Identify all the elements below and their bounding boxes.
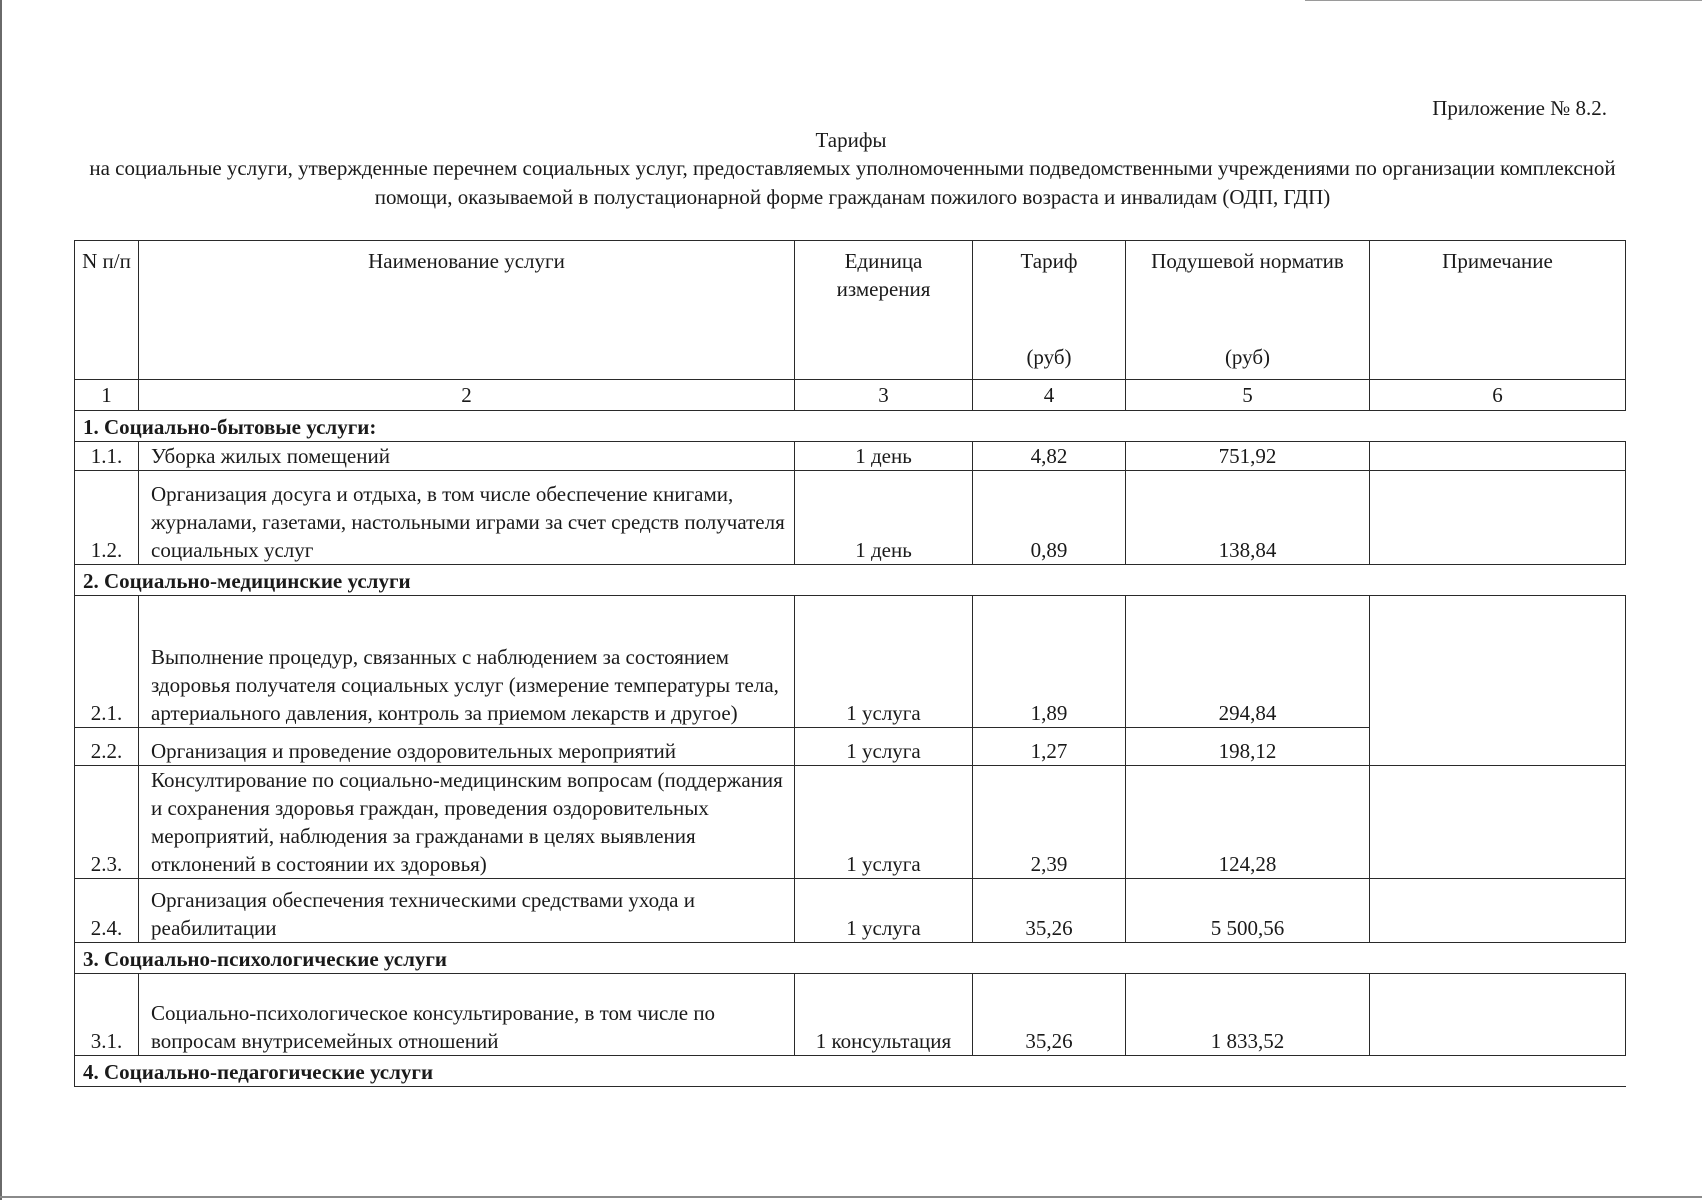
row-tariff: 2,39 — [973, 766, 1126, 879]
row-tariff: 1,27 — [973, 728, 1126, 766]
row-service-name: Организация обеспечения техническими средствами ухода и реабилитации — [139, 879, 795, 943]
row-note — [1370, 766, 1626, 879]
row-note — [1370, 442, 1626, 471]
document-subtitle: на социальные услуги, утвержденные перечнем социальных услуг, предоставляемых уполномоченными подведомственными учреждениями по организации комплексной помощи, оказываемой в полустационарной форме гражданам пожилого возраста и инвалидам (ОДП, ГДП) — [89, 156, 1616, 209]
column-number: 5 — [1126, 380, 1370, 411]
header-unit — [795, 241, 973, 380]
row-unit: 1 консультация — [795, 974, 973, 1056]
row-norm: 751,92 — [1126, 442, 1370, 471]
row-note — [1370, 974, 1626, 1056]
row-norm: 5 500,56 — [1126, 879, 1370, 943]
row-note — [1370, 596, 1626, 766]
row-service-name: Социально-психологическое консультирование, в том числе по вопросам внутрисемейных отношений — [139, 974, 795, 1056]
row-norm: 138,84 — [1126, 471, 1370, 565]
header-name — [139, 241, 795, 380]
row-number: 2.3. — [75, 766, 139, 879]
section-heading — [75, 943, 1626, 974]
header-note — [1370, 241, 1626, 380]
row-tariff: 35,26 — [973, 879, 1126, 943]
row-service-name: Выполнение процедур, связанных с наблюдением за состоянием здоровья получателя социальных услуг (измерение температуры тела, артериального давления, контроль за приемом лекарств и другое) — [139, 596, 795, 728]
row-tariff: 4,82 — [973, 442, 1126, 471]
row-number: 2.2. — [75, 728, 139, 766]
row-unit: 1 услуга — [795, 596, 973, 728]
row-service-name: Организация и проведение оздоровительных мероприятий — [139, 728, 795, 766]
column-number: 2 — [139, 380, 795, 411]
header-tariff-unit: (руб) — [1026, 345, 1072, 369]
section-title: 2. Социально-медицинские услуги — [75, 565, 1626, 596]
header-norm-label: Подушевой норматив — [1151, 249, 1344, 273]
scan-edge-bottom — [0, 1196, 1702, 1198]
row-service-name: Уборка жилых помещений — [139, 442, 795, 471]
row-tariff: 35,26 — [973, 974, 1126, 1056]
table-row — [75, 596, 1626, 728]
row-unit: 1 день — [795, 471, 973, 565]
table-row — [75, 442, 1626, 471]
row-unit: 1 услуга — [795, 728, 973, 766]
row-tariff: 1,89 — [973, 596, 1126, 728]
column-number: 4 — [973, 380, 1126, 411]
section-heading — [75, 565, 1626, 596]
row-norm: 1 833,52 — [1126, 974, 1370, 1056]
document-title: Тарифы — [815, 128, 887, 152]
row-number: 3.1. — [75, 974, 139, 1056]
row-unit: 1 услуга — [795, 766, 973, 879]
row-number: 2.4. — [75, 879, 139, 943]
table-header-row — [75, 241, 1626, 380]
scan-edge-left — [0, 0, 2, 1200]
table-row — [75, 974, 1626, 1056]
row-number: 1.2. — [75, 471, 139, 565]
header-num — [75, 241, 139, 380]
header-name-label: Наименование услуги — [368, 249, 565, 273]
section-title: 1. Социально-бытовые услуги: — [75, 411, 1626, 442]
row-note — [1370, 471, 1626, 565]
header-num-label: N п/п — [82, 249, 131, 273]
row-note — [1370, 879, 1626, 943]
table-row — [75, 471, 1626, 565]
row-service-name: Организация досуга и отдыха, в том числе обеспечение книгами, журналами, газетами, настольными играми за счет средств получателя социальных услуг — [139, 471, 795, 565]
row-number: 2.1. — [75, 596, 139, 728]
row-norm: 124,28 — [1126, 766, 1370, 879]
row-tariff: 0,89 — [973, 471, 1126, 565]
header-norm-unit: (руб) — [1224, 345, 1271, 369]
row-unit: 1 день — [795, 442, 973, 471]
section-title: 3. Социально-психологические услуги — [75, 943, 1626, 974]
section-heading — [75, 1056, 1626, 1087]
scan-edge-top — [1305, 0, 1702, 1]
row-norm: 294,84 — [1126, 596, 1370, 728]
column-number: 6 — [1370, 380, 1626, 411]
section-heading — [75, 411, 1626, 442]
table-row — [75, 766, 1626, 879]
header-note-label: Примечание — [1442, 249, 1553, 273]
row-unit: 1 услуга — [795, 879, 973, 943]
header-tariff — [973, 241, 1126, 380]
section-title: 4. Социально-педагогические услуги — [75, 1056, 1626, 1087]
row-service-name: Консултирование по социально-медицинским вопросам (поддержания и сохранения здоровья граждан, проведения оздоровительных мероприятий, наблюдения за гражданами в целях выявления отклонений в состоянии их здоровья) — [139, 766, 795, 879]
row-norm: 198,12 — [1126, 728, 1370, 766]
table-row — [75, 879, 1626, 943]
tariffs-table — [74, 240, 1626, 1087]
header-unit-label: Единица измерения — [836, 249, 931, 301]
appendix-label: Приложение № 8.2. — [1432, 96, 1607, 120]
row-number: 1.1. — [75, 442, 139, 471]
header-norm — [1126, 241, 1370, 380]
column-numbers-row — [75, 380, 1626, 411]
column-number: 3 — [795, 380, 973, 411]
header-tariff-label: Тариф — [1020, 249, 1078, 273]
column-number: 1 — [75, 380, 139, 411]
